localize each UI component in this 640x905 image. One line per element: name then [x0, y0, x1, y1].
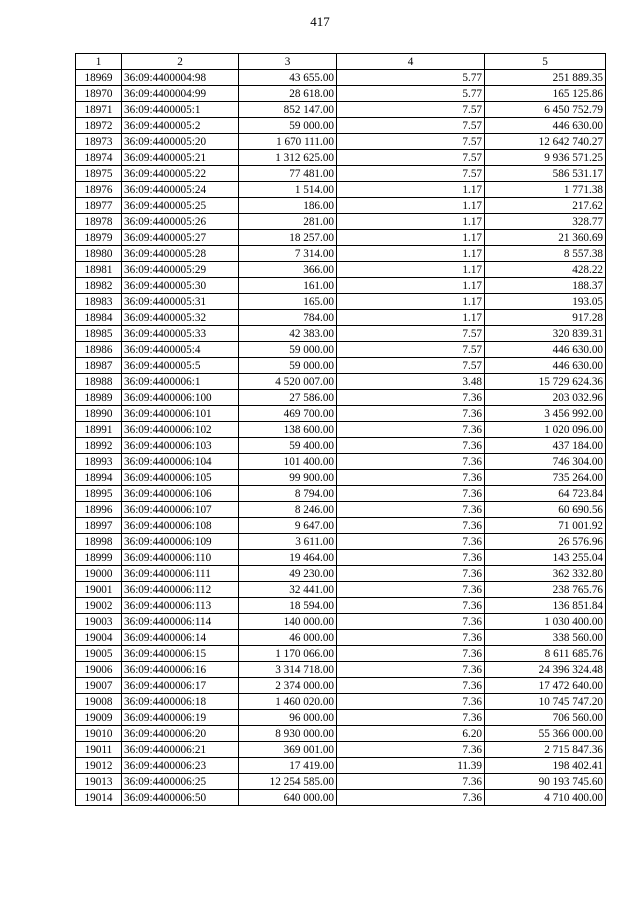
area-cell: 140 000.00 — [239, 614, 337, 630]
value-cell: 735 264.00 — [485, 470, 606, 486]
rate-cell: 7.57 — [337, 102, 485, 118]
value-cell: 136 851.84 — [485, 598, 606, 614]
rate-cell: 1.17 — [337, 246, 485, 262]
table-row — [76, 166, 606, 182]
value-cell: 437 184.00 — [485, 438, 606, 454]
row-number-cell: 18981 — [76, 262, 122, 278]
cadastral-number-cell: 36:09:4400006:106 — [122, 486, 239, 502]
cadastral-number-cell: 36:09:4400005:28 — [122, 246, 239, 262]
cadastral-number-cell: 36:09:4400006:50 — [122, 790, 239, 806]
table-row — [76, 470, 606, 486]
area-cell: 138 600.00 — [239, 422, 337, 438]
rate-cell: 7.36 — [337, 582, 485, 598]
page-number: 417 — [310, 14, 330, 29]
cadastral-number-cell: 36:09:4400005:24 — [122, 182, 239, 198]
table-row — [76, 646, 606, 662]
cadastral-number-cell: 36:09:4400005:1 — [122, 102, 239, 118]
table-row — [76, 726, 606, 742]
value-cell: 165 125.86 — [485, 86, 606, 102]
value-cell: 198 402.41 — [485, 758, 606, 774]
value-cell: 55 366 000.00 — [485, 726, 606, 742]
rate-cell: 7.36 — [337, 710, 485, 726]
value-cell: 60 690.56 — [485, 502, 606, 518]
table-row — [76, 534, 606, 550]
cadastral-number-cell: 36:09:4400006:111 — [122, 566, 239, 582]
cadastral-number-cell: 36:09:4400005:33 — [122, 326, 239, 342]
rate-cell: 7.57 — [337, 150, 485, 166]
row-number-cell: 18985 — [76, 326, 122, 342]
cadastral-number-cell: 36:09:4400006:14 — [122, 630, 239, 646]
rate-cell: 1.17 — [337, 182, 485, 198]
value-cell: 188.37 — [485, 278, 606, 294]
row-number-cell: 18995 — [76, 486, 122, 502]
value-cell: 217.62 — [485, 198, 606, 214]
area-cell: 1 514.00 — [239, 182, 337, 198]
row-number-cell: 19000 — [76, 566, 122, 582]
rate-cell: 7.57 — [337, 326, 485, 342]
value-cell: 26 576.96 — [485, 534, 606, 550]
value-cell: 24 396 324.48 — [485, 662, 606, 678]
rate-cell: 7.36 — [337, 678, 485, 694]
row-number-cell: 19013 — [76, 774, 122, 790]
table-row — [76, 326, 606, 342]
cadastral-number-cell: 36:09:4400005:25 — [122, 198, 239, 214]
row-number-cell: 18994 — [76, 470, 122, 486]
row-number-cell: 18998 — [76, 534, 122, 550]
area-cell: 2 374 000.00 — [239, 678, 337, 694]
table-row — [76, 182, 606, 198]
value-cell: 446 630.00 — [485, 358, 606, 374]
table-row — [76, 278, 606, 294]
rate-cell: 7.36 — [337, 454, 485, 470]
area-cell: 469 700.00 — [239, 406, 337, 422]
cadastral-number-cell: 36:09:4400005:32 — [122, 310, 239, 326]
cadastral-number-cell: 36:09:4400006:25 — [122, 774, 239, 790]
value-cell: 4 710 400.00 — [485, 790, 606, 806]
table-row — [76, 262, 606, 278]
table-row — [76, 598, 606, 614]
area-cell: 8 794.00 — [239, 486, 337, 502]
column-header-5: 5 — [485, 54, 606, 70]
area-cell: 42 383.00 — [239, 326, 337, 342]
cadastral-number-cell: 36:09:4400005:21 — [122, 150, 239, 166]
header-row — [76, 54, 606, 70]
cadastral-number-cell: 36:09:4400006:104 — [122, 454, 239, 470]
cadastral-number-cell: 36:09:4400006:105 — [122, 470, 239, 486]
area-cell: 18 594.00 — [239, 598, 337, 614]
table-row — [76, 374, 606, 390]
cadastral-number-cell: 36:09:4400006:1 — [122, 374, 239, 390]
row-number-cell: 18977 — [76, 198, 122, 214]
column-header-2: 2 — [122, 54, 239, 70]
cadastral-number-cell: 36:09:4400006:108 — [122, 518, 239, 534]
table-row — [76, 486, 606, 502]
area-cell: 784.00 — [239, 310, 337, 326]
table-row — [76, 550, 606, 566]
rate-cell: 1.17 — [337, 262, 485, 278]
value-cell: 586 531.17 — [485, 166, 606, 182]
table-row — [76, 758, 606, 774]
row-number-cell: 19009 — [76, 710, 122, 726]
rate-cell: 7.36 — [337, 662, 485, 678]
table-row — [76, 118, 606, 134]
column-header-4: 4 — [337, 54, 485, 70]
rate-cell: 1.17 — [337, 310, 485, 326]
table-row — [76, 342, 606, 358]
table-row — [76, 294, 606, 310]
table-row — [76, 790, 606, 806]
area-cell: 852 147.00 — [239, 102, 337, 118]
value-cell: 320 839.31 — [485, 326, 606, 342]
rate-cell: 7.36 — [337, 390, 485, 406]
area-cell: 3 611.00 — [239, 534, 337, 550]
row-number-cell: 18975 — [76, 166, 122, 182]
rate-cell: 3.48 — [337, 374, 485, 390]
area-cell: 3 314 718.00 — [239, 662, 337, 678]
rate-cell: 7.36 — [337, 774, 485, 790]
rate-cell: 1.17 — [337, 214, 485, 230]
row-number-cell: 18972 — [76, 118, 122, 134]
area-cell: 99 900.00 — [239, 470, 337, 486]
area-cell: 366.00 — [239, 262, 337, 278]
rate-cell: 7.36 — [337, 598, 485, 614]
table-row — [76, 438, 606, 454]
rate-cell: 5.77 — [337, 70, 485, 86]
row-number-cell: 19008 — [76, 694, 122, 710]
row-number-cell: 19011 — [76, 742, 122, 758]
value-cell: 203 032.96 — [485, 390, 606, 406]
row-number-cell: 19004 — [76, 630, 122, 646]
cadastral-number-cell: 36:09:4400006:102 — [122, 422, 239, 438]
area-cell: 1 460 020.00 — [239, 694, 337, 710]
value-cell: 238 765.76 — [485, 582, 606, 598]
cadastral-number-cell: 36:09:4400006:18 — [122, 694, 239, 710]
cadastral-number-cell: 36:09:4400005:31 — [122, 294, 239, 310]
row-number-cell: 18993 — [76, 454, 122, 470]
table-row — [76, 246, 606, 262]
area-cell: 49 230.00 — [239, 566, 337, 582]
value-cell: 10 745 747.20 — [485, 694, 606, 710]
rate-cell: 7.36 — [337, 406, 485, 422]
value-cell: 21 360.69 — [485, 230, 606, 246]
value-cell: 8 611 685.76 — [485, 646, 606, 662]
cadastral-number-cell: 36:09:4400005:2 — [122, 118, 239, 134]
value-cell: 90 193 745.60 — [485, 774, 606, 790]
cadastral-number-cell: 36:09:4400005:29 — [122, 262, 239, 278]
area-cell: 161.00 — [239, 278, 337, 294]
cadastral-number-cell: 36:09:4400004:99 — [122, 86, 239, 102]
rate-cell: 7.36 — [337, 502, 485, 518]
value-cell: 15 729 624.36 — [485, 374, 606, 390]
cadastral-number-cell: 36:09:4400006:107 — [122, 502, 239, 518]
row-number-cell: 18980 — [76, 246, 122, 262]
value-cell: 338 560.00 — [485, 630, 606, 646]
area-cell: 19 464.00 — [239, 550, 337, 566]
table-row — [76, 390, 606, 406]
area-cell: 640 000.00 — [239, 790, 337, 806]
table-row — [76, 310, 606, 326]
table-row — [76, 582, 606, 598]
value-cell: 917.28 — [485, 310, 606, 326]
rate-cell: 5.77 — [337, 86, 485, 102]
row-number-cell: 19007 — [76, 678, 122, 694]
area-cell: 1 312 625.00 — [239, 150, 337, 166]
rate-cell: 7.57 — [337, 118, 485, 134]
cadastral-number-cell: 36:09:4400006:21 — [122, 742, 239, 758]
cadastral-number-cell: 36:09:4400005:26 — [122, 214, 239, 230]
cadastral-number-cell: 36:09:4400005:30 — [122, 278, 239, 294]
area-cell: 165.00 — [239, 294, 337, 310]
rate-cell: 1.17 — [337, 294, 485, 310]
rate-cell: 7.57 — [337, 342, 485, 358]
table-row — [76, 422, 606, 438]
data-table — [75, 53, 606, 806]
table-row — [76, 774, 606, 790]
value-cell: 362 332.80 — [485, 566, 606, 582]
row-number-cell: 18979 — [76, 230, 122, 246]
row-number-cell: 18986 — [76, 342, 122, 358]
table-row — [76, 662, 606, 678]
row-number-cell: 18987 — [76, 358, 122, 374]
rate-cell: 7.57 — [337, 134, 485, 150]
value-cell: 706 560.00 — [485, 710, 606, 726]
cadastral-number-cell: 36:09:4400006:110 — [122, 550, 239, 566]
row-number-cell: 18991 — [76, 422, 122, 438]
cadastral-number-cell: 36:09:4400006:23 — [122, 758, 239, 774]
value-cell: 251 889.35 — [485, 70, 606, 86]
row-number-cell: 19010 — [76, 726, 122, 742]
row-number-cell: 18983 — [76, 294, 122, 310]
area-cell: 59 000.00 — [239, 358, 337, 374]
area-cell: 59 000.00 — [239, 118, 337, 134]
cadastral-number-cell: 36:09:4400006:100 — [122, 390, 239, 406]
cadastral-number-cell: 36:09:4400006:101 — [122, 406, 239, 422]
cadastral-number-cell: 36:09:4400005:20 — [122, 134, 239, 150]
table-row — [76, 198, 606, 214]
table-row — [76, 70, 606, 86]
cadastral-number-cell: 36:09:4400006:17 — [122, 678, 239, 694]
table-row — [76, 150, 606, 166]
value-cell: 193.05 — [485, 294, 606, 310]
table-row — [76, 710, 606, 726]
cadastral-number-cell: 36:09:4400006:15 — [122, 646, 239, 662]
area-cell: 43 655.00 — [239, 70, 337, 86]
area-cell: 17 419.00 — [239, 758, 337, 774]
cadastral-number-cell: 36:09:4400004:98 — [122, 70, 239, 86]
value-cell: 8 557.38 — [485, 246, 606, 262]
table-row — [76, 214, 606, 230]
row-number-cell: 19006 — [76, 662, 122, 678]
area-cell: 32 441.00 — [239, 582, 337, 598]
rate-cell: 7.36 — [337, 694, 485, 710]
row-number-cell: 18990 — [76, 406, 122, 422]
area-cell: 8 930 000.00 — [239, 726, 337, 742]
rate-cell: 7.36 — [337, 646, 485, 662]
row-number-cell: 18969 — [76, 70, 122, 86]
cadastral-number-cell: 36:09:4400006:112 — [122, 582, 239, 598]
row-number-cell: 18976 — [76, 182, 122, 198]
table-row — [76, 502, 606, 518]
area-cell: 9 647.00 — [239, 518, 337, 534]
table-row — [76, 454, 606, 470]
rate-cell: 7.36 — [337, 518, 485, 534]
table-body — [76, 70, 606, 806]
value-cell: 1 771.38 — [485, 182, 606, 198]
row-number-cell: 18997 — [76, 518, 122, 534]
area-cell: 12 254 585.00 — [239, 774, 337, 790]
area-cell: 27 586.00 — [239, 390, 337, 406]
value-cell: 328.77 — [485, 214, 606, 230]
cadastral-number-cell: 36:09:4400006:20 — [122, 726, 239, 742]
area-cell: 369 001.00 — [239, 742, 337, 758]
row-number-cell: 18988 — [76, 374, 122, 390]
value-cell: 9 936 571.25 — [485, 150, 606, 166]
rate-cell: 7.36 — [337, 790, 485, 806]
row-number-cell: 18973 — [76, 134, 122, 150]
row-number-cell: 18992 — [76, 438, 122, 454]
row-number-cell: 19003 — [76, 614, 122, 630]
table-row — [76, 134, 606, 150]
table-row — [76, 86, 606, 102]
rate-cell: 7.36 — [337, 486, 485, 502]
value-cell: 2 715 847.36 — [485, 742, 606, 758]
value-cell: 64 723.84 — [485, 486, 606, 502]
table-row — [76, 742, 606, 758]
value-cell: 6 450 752.79 — [485, 102, 606, 118]
rate-cell: 7.36 — [337, 566, 485, 582]
rate-cell: 1.17 — [337, 278, 485, 294]
row-number-cell: 18999 — [76, 550, 122, 566]
value-cell: 143 255.04 — [485, 550, 606, 566]
row-number-cell: 18974 — [76, 150, 122, 166]
column-header-1: 1 — [76, 54, 122, 70]
cadastral-number-cell: 36:09:4400005:22 — [122, 166, 239, 182]
cadastral-number-cell: 36:09:4400006:113 — [122, 598, 239, 614]
cadastral-number-cell: 36:09:4400006:19 — [122, 710, 239, 726]
table-row — [76, 102, 606, 118]
cadastral-number-cell: 36:09:4400005:27 — [122, 230, 239, 246]
row-number-cell: 18996 — [76, 502, 122, 518]
row-number-cell: 19005 — [76, 646, 122, 662]
table-row — [76, 614, 606, 630]
cadastral-number-cell: 36:09:4400006:109 — [122, 534, 239, 550]
value-cell: 1 030 400.00 — [485, 614, 606, 630]
rate-cell: 7.36 — [337, 534, 485, 550]
cadastral-number-cell: 36:09:4400006:114 — [122, 614, 239, 630]
rate-cell: 7.57 — [337, 166, 485, 182]
area-cell: 96 000.00 — [239, 710, 337, 726]
rate-cell: 7.36 — [337, 742, 485, 758]
cadastral-number-cell: 36:09:4400006:103 — [122, 438, 239, 454]
rate-cell: 11.39 — [337, 758, 485, 774]
area-cell: 186.00 — [239, 198, 337, 214]
table-row — [76, 566, 606, 582]
row-number-cell: 18970 — [76, 86, 122, 102]
area-cell: 1 670 111.00 — [239, 134, 337, 150]
value-cell: 3 456 992.00 — [485, 406, 606, 422]
area-cell: 59 000.00 — [239, 342, 337, 358]
table-row — [76, 694, 606, 710]
value-cell: 12 642 740.27 — [485, 134, 606, 150]
area-cell: 8 246.00 — [239, 502, 337, 518]
table-row — [76, 230, 606, 246]
value-cell: 746 304.00 — [485, 454, 606, 470]
rate-cell: 7.57 — [337, 358, 485, 374]
area-cell: 46 000.00 — [239, 630, 337, 646]
area-cell: 281.00 — [239, 214, 337, 230]
table-row — [76, 678, 606, 694]
cadastral-number-cell: 36:09:4400005:4 — [122, 342, 239, 358]
row-number-cell: 18982 — [76, 278, 122, 294]
column-header-3: 3 — [239, 54, 337, 70]
area-cell: 7 314.00 — [239, 246, 337, 262]
cadastral-number-cell: 36:09:4400005:5 — [122, 358, 239, 374]
row-number-cell: 19001 — [76, 582, 122, 598]
area-cell: 77 481.00 — [239, 166, 337, 182]
rate-cell: 1.17 — [337, 230, 485, 246]
area-cell: 101 400.00 — [239, 454, 337, 470]
area-cell: 28 618.00 — [239, 86, 337, 102]
table-row — [76, 630, 606, 646]
area-cell: 1 170 066.00 — [239, 646, 337, 662]
rate-cell: 7.36 — [337, 422, 485, 438]
value-cell: 1 020 096.00 — [485, 422, 606, 438]
value-cell: 428.22 — [485, 262, 606, 278]
rate-cell: 7.36 — [337, 438, 485, 454]
rate-cell: 1.17 — [337, 198, 485, 214]
value-cell: 446 630.00 — [485, 342, 606, 358]
rate-cell: 7.36 — [337, 614, 485, 630]
value-cell: 17 472 640.00 — [485, 678, 606, 694]
rate-cell: 6.20 — [337, 726, 485, 742]
value-cell: 71 001.92 — [485, 518, 606, 534]
row-number-cell: 18978 — [76, 214, 122, 230]
area-cell: 4 520 007.00 — [239, 374, 337, 390]
table-row — [76, 406, 606, 422]
table-row — [76, 518, 606, 534]
row-number-cell: 18989 — [76, 390, 122, 406]
row-number-cell: 19014 — [76, 790, 122, 806]
value-cell: 446 630.00 — [485, 118, 606, 134]
table-row — [76, 358, 606, 374]
row-number-cell: 19012 — [76, 758, 122, 774]
row-number-cell: 18984 — [76, 310, 122, 326]
rate-cell: 7.36 — [337, 550, 485, 566]
row-number-cell: 18971 — [76, 102, 122, 118]
area-cell: 59 400.00 — [239, 438, 337, 454]
rate-cell: 7.36 — [337, 630, 485, 646]
rate-cell: 7.36 — [337, 470, 485, 486]
area-cell: 18 257.00 — [239, 230, 337, 246]
row-number-cell: 19002 — [76, 598, 122, 614]
cadastral-number-cell: 36:09:4400006:16 — [122, 662, 239, 678]
